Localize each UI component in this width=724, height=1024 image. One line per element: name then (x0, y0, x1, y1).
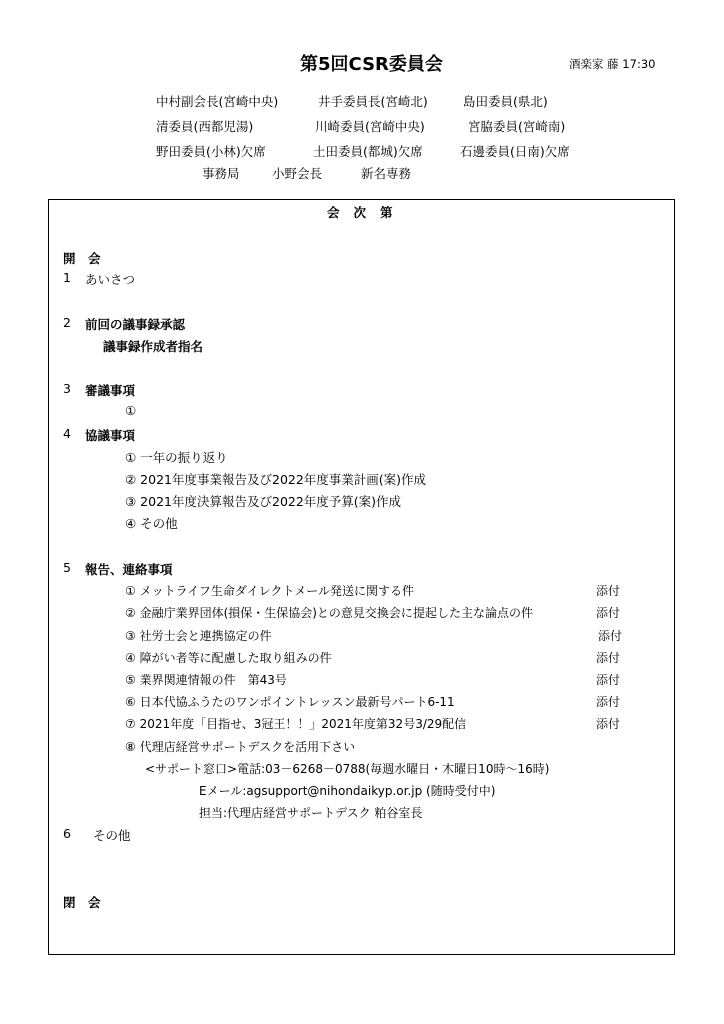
attachment-note: 添付 (596, 717, 621, 731)
secretariat-member: 新名専務 (361, 166, 412, 181)
attendee: 清委員(西都児湯) (156, 119, 254, 134)
item-number: 3 (63, 381, 71, 396)
attachment-note: 添付 (596, 606, 621, 620)
support-contact: <サポート窓口>電話:03－6268－0788(毎週水曜日・木曜日10時～16時) (145, 762, 550, 776)
item-sub: ④ その他 (125, 516, 178, 531)
report-item: ⑧ 代理店経営サポートデスクを活用下さい (125, 740, 356, 754)
support-email: Eメール:agsupport@nihondaikyp.or.jp (随時受付中) (199, 784, 496, 798)
report-item: ① メットライフ生命ダイレクトメール発送に関する件 (125, 584, 415, 598)
attendee: 宮脇委員(宮崎南) (468, 119, 566, 134)
item-number: 4 (63, 426, 71, 441)
support-person: 担当:代理店経営サポートデスク 粕谷室長 (199, 806, 423, 820)
item-sub: ① (125, 403, 137, 418)
item-label: 前回の議事録承認 (85, 317, 186, 332)
attachment-note: 添付 (596, 673, 621, 687)
report-item: ② 金融庁業界団体(損保・生保協会)との意見交換会に提起した主な論点の件 (125, 606, 533, 620)
attendee: 中村副会長(宮崎中央) (156, 94, 279, 109)
item-label: 審議事項 (85, 383, 136, 398)
attendee: 井手委員長(宮崎北) (318, 94, 428, 109)
attendee: 土田委員(都城)欠席 (313, 144, 423, 159)
item-label: 協議事項 (85, 428, 136, 443)
opening: 開 会 (63, 251, 101, 266)
item-sub: 議事録作成者指名 (103, 339, 204, 354)
report-item: ④ 障がい者等に配慮した取り組みの件 (125, 651, 332, 665)
agenda-title: 会次第 (327, 205, 407, 220)
closing: 閉 会 (63, 895, 101, 910)
attachment-note: 添付 (598, 629, 623, 643)
attendee: 野田委員(小林)欠席 (156, 144, 266, 159)
attendee: 島田委員(県北) (463, 94, 548, 109)
item-sub: ② 2021年度事業報告及び2022年度事業計画(案)作成 (125, 472, 427, 487)
attendee: 石邊委員(日南)欠席 (460, 144, 570, 159)
item-sub: ① 一年の振り返り (125, 450, 228, 465)
attachment-note: 添付 (596, 695, 621, 709)
secretariat-member: 小野会長 (272, 166, 323, 181)
item-sub: ③ 2021年度決算報告及び2022年度予算(案)作成 (125, 494, 402, 509)
page-title: 第5回CSR委員会 (300, 54, 443, 75)
report-item: ⑤ 業界関連情報の件 第43号 (125, 673, 287, 687)
item-label: その他 (93, 828, 131, 843)
report-item: ③ 社労士会と連携協定の件 (125, 629, 272, 643)
secretariat-label: 事務局 (202, 166, 240, 181)
venue-time: 酒楽家 藤 17:30 (569, 57, 656, 71)
item-label: 報告、連絡事項 (85, 562, 173, 577)
item-number: 2 (63, 315, 71, 330)
attachment-note: 添付 (596, 584, 621, 598)
report-item: ⑥ 日本代協ふうたのワンポイントレッスン最新号パート6-11 (125, 695, 455, 709)
item-number: 5 (63, 560, 71, 575)
item-number: 6 (63, 826, 71, 841)
report-item: ⑦ 2021年度「目指せ、3冠王！！」2021年度第32号3/29配信 (125, 717, 467, 731)
attachment-note: 添付 (596, 651, 621, 665)
attendee: 川崎委員(宮崎中央) (315, 119, 425, 134)
item-label: あいさつ (85, 272, 136, 287)
item-number: 1 (63, 270, 71, 285)
